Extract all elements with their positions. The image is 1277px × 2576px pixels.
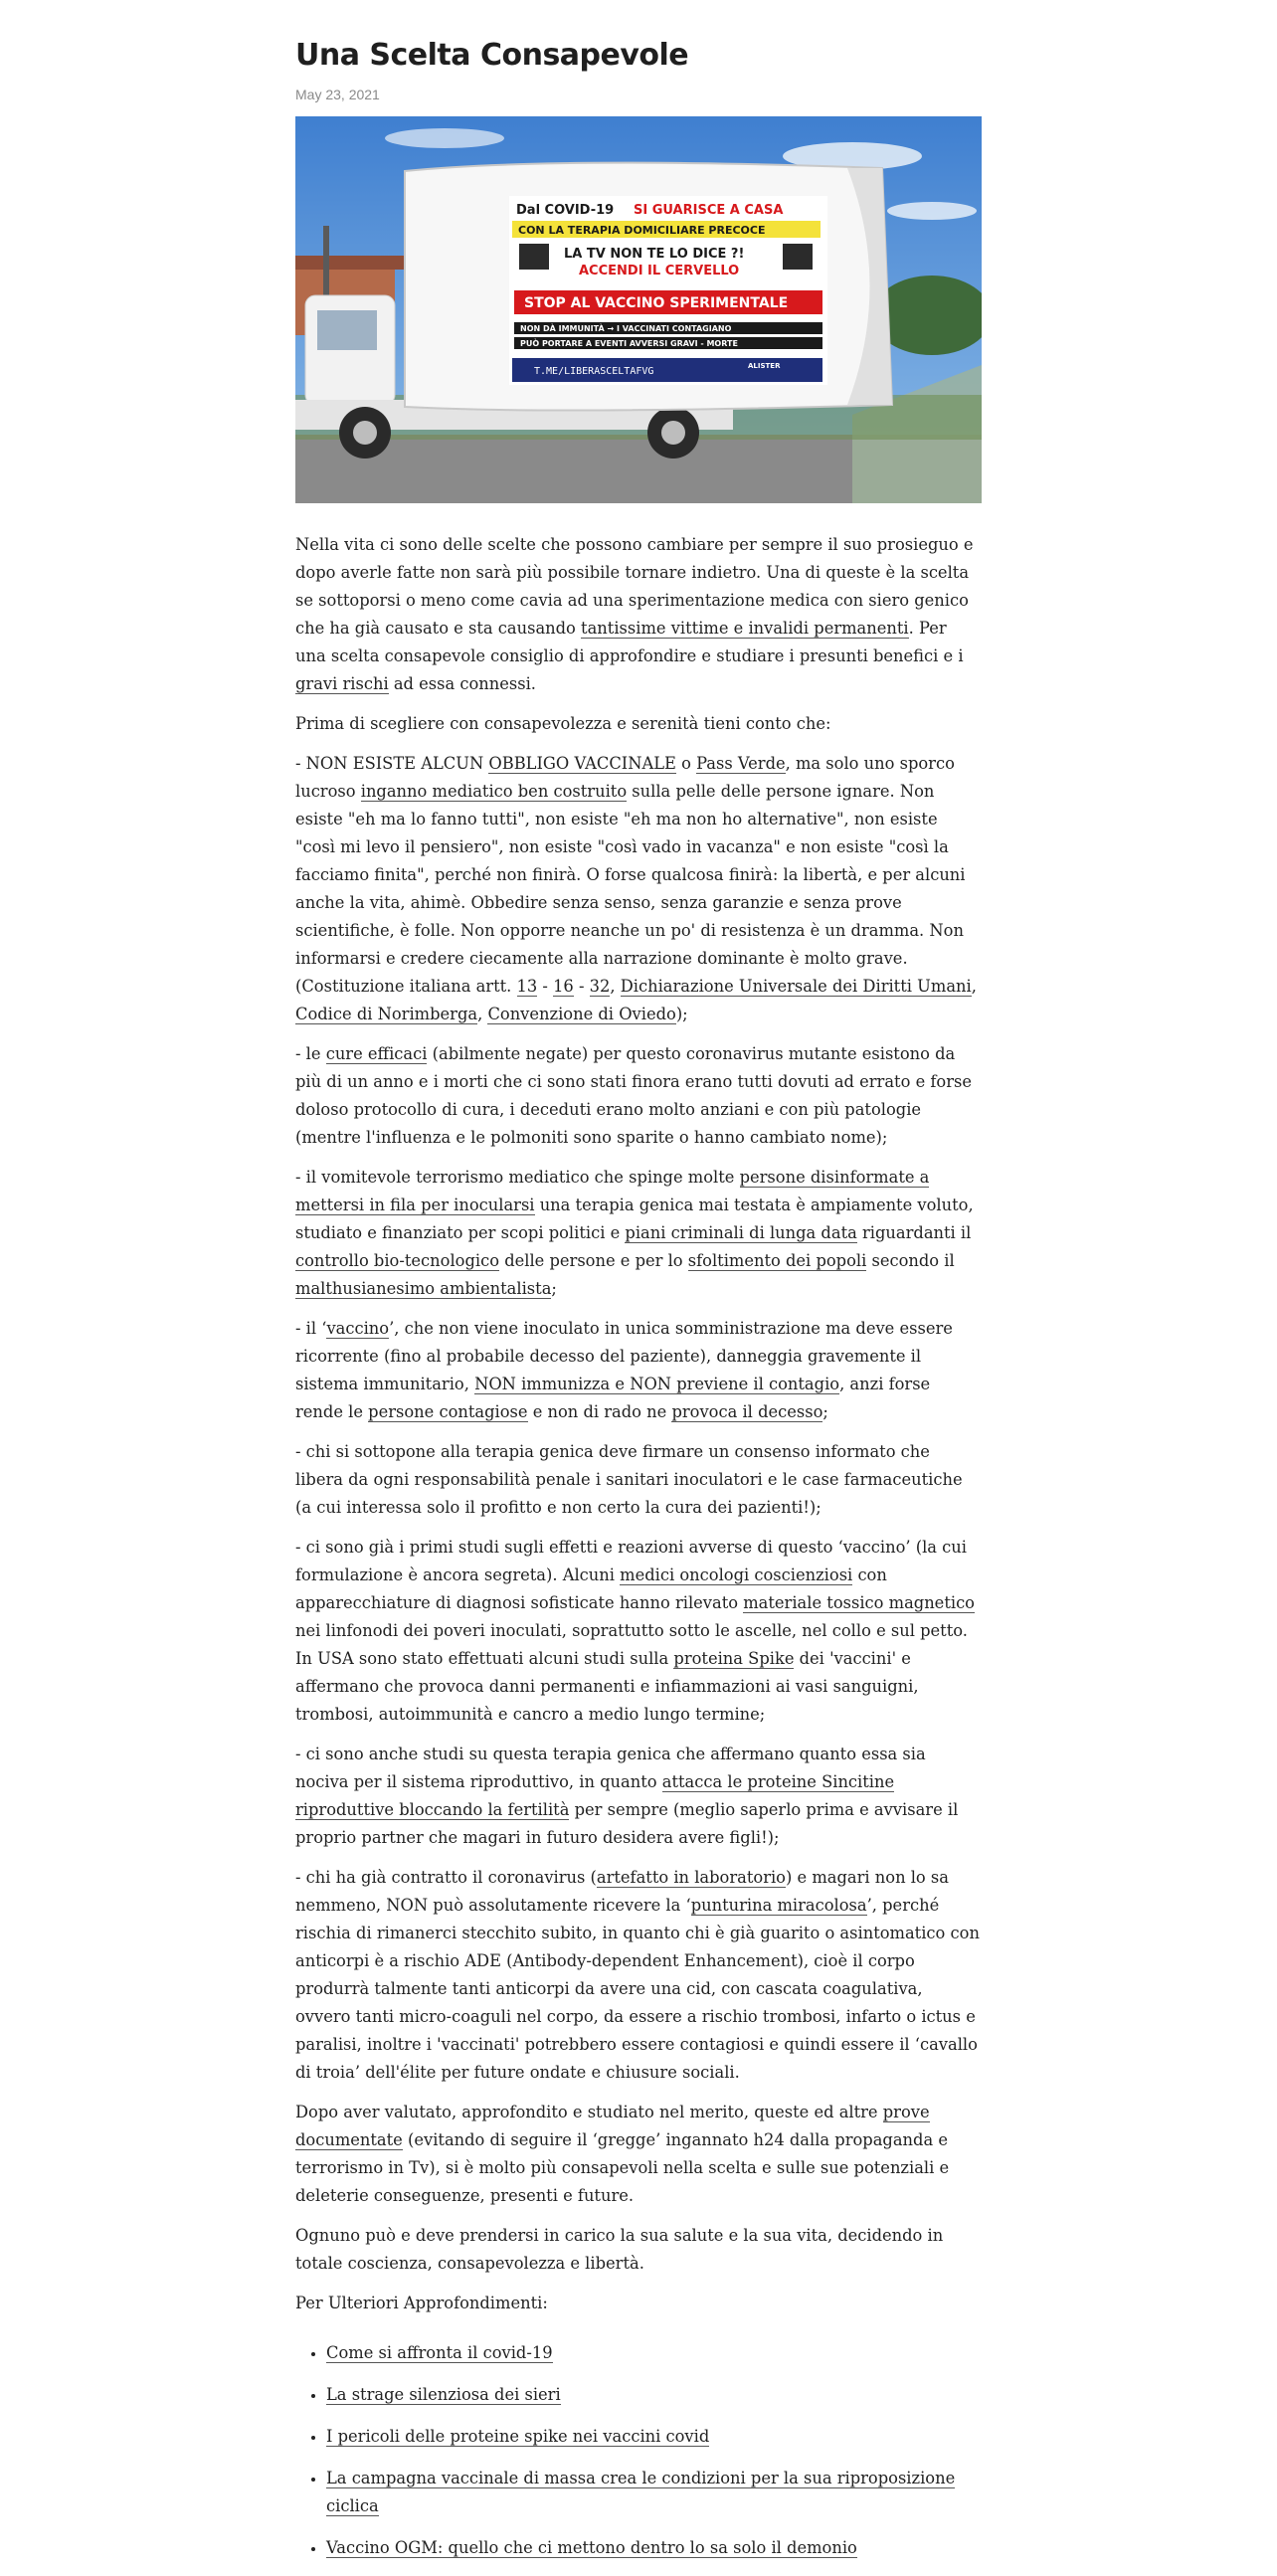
link-pass-verde[interactable]: Pass Verde (696, 754, 786, 773)
poster-line-6: STOP AL VACCINO SPERIMENTALE (524, 295, 789, 311)
link-prove-documentate[interactable]: prove documentate (295, 2103, 930, 2149)
cloud (887, 202, 977, 220)
link-art-32[interactable]: 32 (589, 977, 611, 996)
link-sincitine[interactable]: attacca le proteine Sincitine riproduttive bloccando la fertilità (295, 1772, 895, 1819)
link-codice-norimberga[interactable]: Codice di Norimberga (295, 1005, 478, 1023)
hero-image (295, 116, 982, 503)
poster-line-8: PUÒ PORTARE A EVENTI AVVERSI GRAVI - MORTE (520, 339, 738, 348)
paragraph-studi: - ci sono già i primi studi sugli effetti e reazioni avverse di questo ‘vaccino’ (la cui formulazione è ancora segreta). Alcuni medici oncologi coscienziosi con apparecchiature di diagnosi sofisticate hanno rilevato materiale tossico magnetico nei linfonodi dei poveri inoculati, soprattutto sotto le ascelle, nel collo e sul petto. In USA sono stato effettuati alcuni studi sulla proteina Spike dei 'vaccini' e affermano che provoca danni permanenti e infiammazioni ai vasi sanguigni, trombosi, autoimmunità e cancro a medio lungo termine; (295, 1538, 975, 1724)
van-billboard-photo (295, 116, 982, 503)
further-reading-heading: Per Ulteriori Approfondimenti: (295, 2294, 548, 2312)
link-strage-sieri[interactable]: La strage silenziosa dei sieri (326, 2385, 561, 2404)
link-punturina-miracolosa[interactable]: punturina miracolosa (690, 1896, 867, 1915)
link-campagna-vaccinale[interactable]: La campagna vaccinale di massa crea le condizioni per la sua riproposizione ciclica (326, 2469, 956, 2515)
link-vaccino[interactable]: vaccino (326, 1319, 390, 1338)
cloud (385, 128, 504, 148)
roof (295, 256, 405, 270)
list-item (326, 2465, 982, 2520)
link-art-16[interactable]: 16 (553, 977, 574, 996)
poster-line-4: LA TV NON TE LO DICE ?! (564, 247, 745, 262)
list-item (326, 2423, 982, 2451)
wheel-hub (661, 421, 685, 445)
truck-window (317, 310, 377, 350)
paragraph-riproduttivo: - ci sono anche studi su questa terapia genica che affermano quanto essa sia nociva per il sistema riproduttivo, in quanto attacca le proteine Sincitine riproduttive bloccando la fertilità per sempre (meglio saperlo prima e avvisare il proprio partner che magari in futuro desidera avere figli!); (295, 1745, 959, 1847)
link-controllo-bio-tecnologico[interactable]: controllo bio-tecnologico (295, 1251, 500, 1270)
further-reading-list (295, 2339, 982, 2562)
link-vaccino-ogm[interactable]: Vaccino OGM: quello che ci mettono dentro lo sa solo il demonio (326, 2538, 857, 2557)
page-title: Una Scelta Consapevole (295, 38, 689, 73)
link-piani-criminali[interactable]: piani criminali di lunga data (625, 1223, 857, 1242)
article-body (295, 531, 982, 2576)
paragraph-consenso: - chi si sottopone alla terapia genica deve firmare un consenso informato che libera da ogni responsabilità penale i sanitari inoculatori e le case farmaceutiche (a cui interessa solo il profitto e non certo la cura dei pazienti!); (295, 1442, 963, 1517)
paragraph-intro: Nella vita ci sono delle scelte che possono cambiare per sempre il suo prosieguo e dopo averle fatte non sarà più possibile tornare indietro. Una di queste è la scelta se sottoporsi o meno come cavia ad una sperimentazione medica con siero genico che ha già causato e sta causando tantissime vittime e invalidi permanenti. Per una scelta consapevole consiglio di approfondire e studiare i presunti benefici e i gravi rischi ad essa connessi. (295, 535, 974, 693)
link-persone-disinformate[interactable]: persone disinformate a mettersi in fila per inocularsi (295, 1168, 930, 1214)
link-proteina-spike[interactable]: proteina Spike (673, 1649, 795, 1668)
paragraph-liberta: Ognuno può e deve prendersi in carico la sua salute e la sua vita, decidendo in totale coscienza, consapevolezza e libertà. (295, 2226, 944, 2273)
paragraph-lead: Prima di scegliere con consapevolezza e serenità tieni conto che: (295, 714, 831, 733)
paragraph-cure: - le cure efficaci (abilmente negate) per questo coronavirus mutante esistono da più di un anno e i morti che ci sono stati finora erano tutti dovuti ad errato e forse doloso protocollo di cura, i deceduti erano molto anziani e con più patologie (mentre l'influenza e le polmoniti sono sparite o hanno cambiato nome); (295, 1044, 972, 1147)
list-item (326, 2381, 982, 2409)
link-sfoltimento-popoli[interactable]: sfoltimento dei popoli (687, 1251, 867, 1270)
link-medici-oncologi[interactable]: medici oncologi coscienziosi (620, 1565, 853, 1584)
paragraph-obbligo: - NON ESISTE ALCUN OBBLIGO VACCINALE o Pass Verde, ma solo uno sporco lucroso inganno mediatico ben costruito sulla pelle delle persone ignare. Non esiste "eh ma lo fanno tutti", non esiste "eh ma non ho alternative", non esiste "così mi levo il pensiero", non esiste "così vado in vacanza" e non esiste "così la facciamo finita", perché non finirà. O forse qualcosa finirà: la libertà, e per alcuni anche la vita, ahimè. Obbedire senza senso, senza garanzie e senza prove scientifiche, è folle. Non opporre neanche un po' di resistenza è un dramma. Non informarsi e credere ciecamente alla narrazione dominante è molto grave. (Costituzione italiana artt. 13 - 16 - 32, Dichiarazione Universale dei Diritti Umani, Codice di Norimberga, Convenzione di Oviedo); (295, 754, 977, 1023)
link-persone-contagiose[interactable]: persone contagiose (368, 1402, 528, 1421)
link-non-immunizza[interactable]: NON immunizza e NON previene il contagio (474, 1375, 840, 1393)
link-cure-efficaci[interactable]: cure efficaci (325, 1044, 428, 1063)
poster-line-10: ALISTER (748, 362, 781, 370)
link-gravi-rischi[interactable]: gravi rischi (295, 674, 389, 693)
link-provoca-decesso[interactable]: provoca il decesso (671, 1402, 823, 1421)
poster-line-9: T.ME/LIBERASCELTAFVG (534, 366, 654, 377)
link-materiale-tossico[interactable]: materiale tossico magnetico (743, 1593, 975, 1612)
list-item (326, 2339, 982, 2367)
wheel-hub (353, 421, 377, 445)
poster-line-2: SI GUARISCE A CASA (634, 203, 784, 218)
poster-line-1: Dal COVID-19 (516, 203, 615, 218)
link-vittime[interactable]: tantissime vittime e invalidi permanenti (581, 619, 909, 638)
link-artefatto-laboratorio[interactable]: artefatto in laboratorio (596, 1868, 786, 1887)
link-covid-19[interactable]: Come si affronta il covid-19 (326, 2343, 553, 2362)
post-date: May 23, 2021 (295, 87, 380, 102)
link-inganno-mediatico[interactable]: inganno mediatico ben costruito (360, 782, 628, 801)
link-obbligo-vaccinale[interactable]: OBBLIGO VACCINALE (488, 754, 676, 773)
list-item (326, 2534, 982, 2562)
poster-line-3: CON LA TERAPIA DOMICILIARE PRECOCE (518, 224, 766, 237)
paragraph-conclusione: Dopo aver valutato, approfondito e studiato nel merito, queste ed altre prove documentate (evitando di seguire il ‘gregge’ ingannato h24 dalla propaganda e terrorismo in Tv), si è molto più consapevoli nella scelta e sulle sue potenziali e deleterie conseguenze, presenti e future. (295, 2103, 950, 2205)
link-convenzione-oviedo[interactable]: Convenzione di Oviedo (487, 1005, 676, 1023)
link-dichiarazione-diritti-umani[interactable]: Dichiarazione Universale dei Diritti Umani (620, 977, 972, 996)
tv-icon (519, 244, 549, 270)
paragraph-terrorismo: - il vomitevole terrorismo mediatico che spinge molte persone disinformate a mettersi in fila per inocularsi una terapia genica mai testata è ampiamente voluto, studiato e finanziato per scopi politici e piani criminali di lunga data riguardanti il controllo bio-tecnologico delle persone e per lo sfoltimento dei popoli secondo il malthusianesimo ambientalista; (295, 1168, 974, 1298)
link-art-13[interactable]: 13 (516, 977, 538, 996)
paragraph-ade: - chi ha già contratto il coronavirus (artefatto in laboratorio) e magari non lo sa nemmeno, NON può assolutamente ricevere la ‘punturina miracolosa’, perché rischia di rimanerci stecchito subito, in quanto chi è già guarito o asintomatico con anticorpi è a rischio ADE (Antibody-dependent Enhancement), cioè il corpo produrrà talmente tanti anticorpi da avere una cid, con cascata coagulativa, ovvero tanti micro-coaguli nel corpo, da essere a rischio trombosi, infarto o ictus e paralisi, inoltre i 'vaccinati' potrebbero essere contagiosi e quindi essere il ‘cavallo di troia’ dell'élite per future ondate e chiusure sociali. (295, 1868, 980, 2082)
link-proteine-spike[interactable]: I pericoli delle proteine spike nei vaccini covid (326, 2427, 710, 2446)
poster-line-7: NON DÀ IMMUNITÀ → I VACCINATI CONTAGIANO (520, 324, 732, 333)
poster-line-5: ACCENDI IL CERVELLO (579, 264, 740, 278)
paragraph-vaccino: - il ‘vaccino’, che non viene inoculato in unica somministrazione ma deve essere ricorrente (fino al probabile decesso del paziente), danneggia gravemente il sistema immunitario, NON immunizza e NON previene il contagio, anzi forse rende le persone contagiose e non di rado ne provoca il decesso; (295, 1319, 953, 1421)
tv-icon (783, 244, 813, 270)
link-malthusianesimo[interactable]: malthusianesimo ambientalista (295, 1279, 552, 1298)
